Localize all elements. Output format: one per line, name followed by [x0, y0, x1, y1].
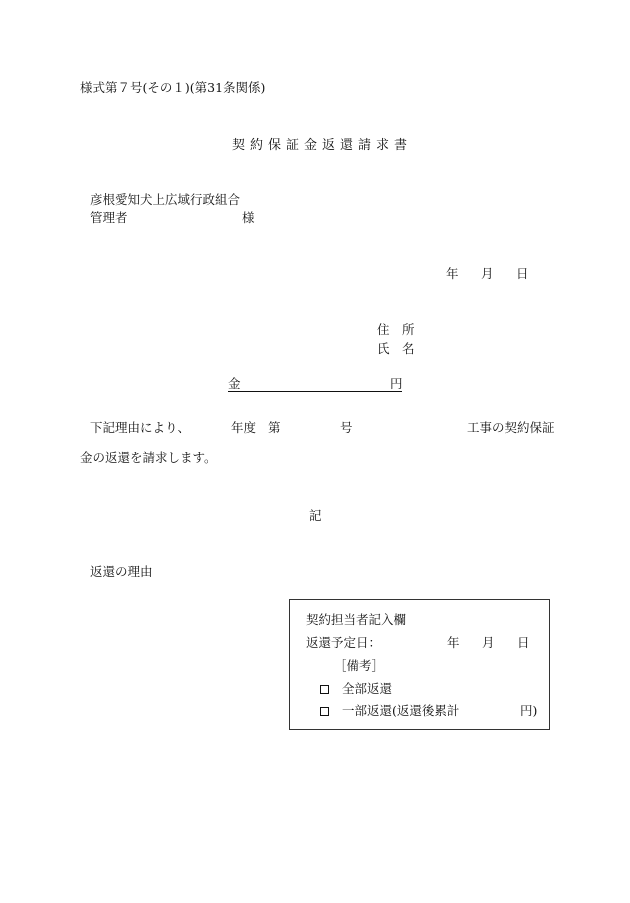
body-line1-start: 下記理由により、: [90, 420, 191, 435]
body-number-suffix: 号: [340, 420, 353, 435]
body-line2: 金の返還を請求します。: [80, 450, 217, 465]
remarks-label: ［備考］: [334, 658, 385, 673]
date-day-label: 日: [516, 266, 529, 281]
addressee-role: 管理者: [90, 210, 128, 225]
box-day-label: 日: [517, 635, 530, 650]
partial-return-checkbox[interactable]: [320, 707, 329, 716]
date-year-label: 年: [446, 266, 459, 281]
box-year-label: 年: [447, 635, 460, 650]
address-label: 住 所: [377, 322, 415, 337]
form-number: 様式第７号(その１)(第31条関係): [80, 80, 266, 95]
body-fiscal-year: 年度: [231, 420, 257, 435]
scheduled-date-label: 返還予定日：: [306, 635, 382, 650]
partial-return-unit: 円): [520, 703, 538, 718]
partial-return-label: 一部返還(返還後累計: [342, 703, 460, 718]
body-number-prefix: 第: [268, 420, 281, 435]
box-header: 契約担当者記入欄: [306, 612, 407, 627]
amount-prefix: 金: [228, 376, 241, 391]
addressee-org: 彦根愛知犬上広域行政組合: [90, 192, 241, 207]
addressee-honorific: 様: [242, 210, 255, 225]
contract-officer-box: [289, 599, 550, 730]
page-title: 契約保証金返還請求書: [232, 138, 413, 153]
full-return-checkbox[interactable]: [320, 685, 329, 694]
reason-label: 返還の理由: [90, 564, 153, 579]
date-month-label: 月: [481, 266, 494, 281]
amount-unit: 円: [390, 376, 403, 391]
ki-heading: 記: [309, 508, 322, 523]
name-label: 氏 名: [377, 341, 415, 356]
amount-underline: [228, 391, 402, 392]
box-month-label: 月: [482, 635, 495, 650]
full-return-label: 全部返還: [342, 681, 393, 696]
body-line1-end: 工事の契約保証: [467, 420, 555, 435]
